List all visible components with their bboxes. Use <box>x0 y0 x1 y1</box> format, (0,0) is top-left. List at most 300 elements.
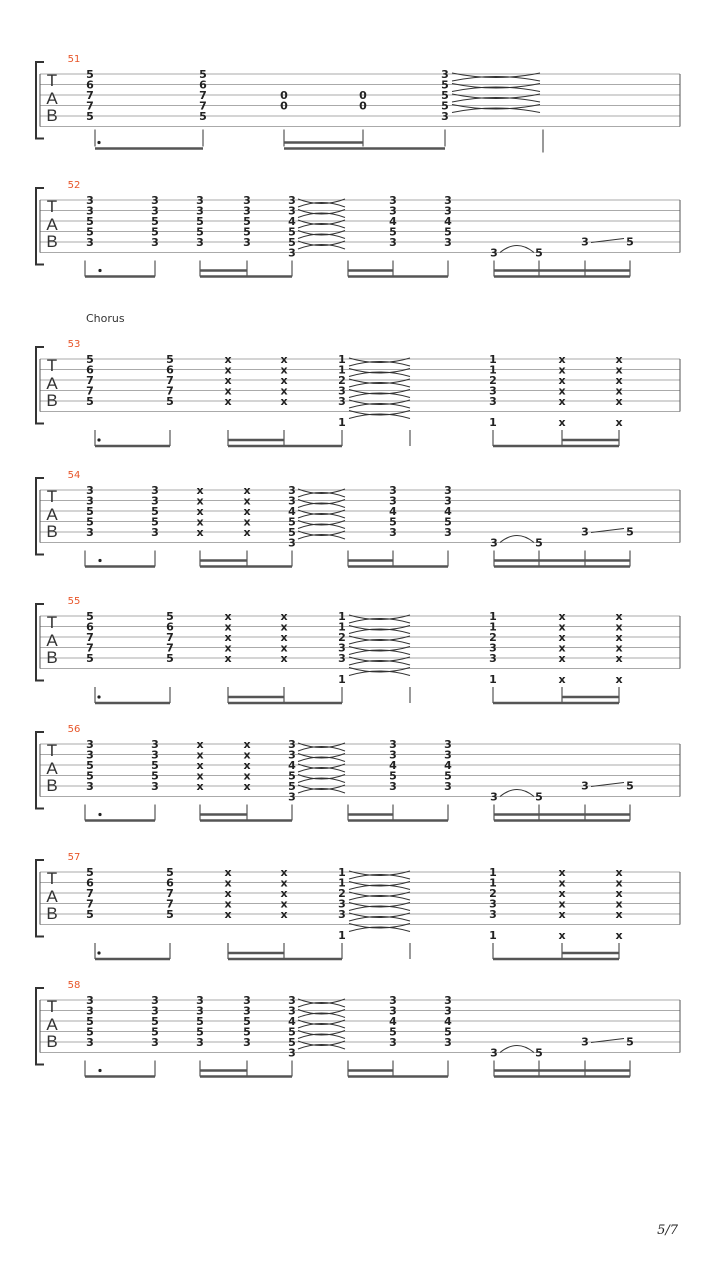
tab-letter-t: T <box>46 356 58 375</box>
fret-number: x <box>615 929 623 942</box>
fret-number: 5 <box>444 515 452 529</box>
fret-number: 1 <box>338 610 346 623</box>
fret-number: x <box>558 395 566 408</box>
tab-letter-t: T <box>46 613 58 632</box>
fret-number: 3 <box>489 384 497 398</box>
fret-number: x <box>558 887 566 900</box>
fret-number: 5 <box>243 215 251 228</box>
fret-number: 3 <box>288 204 296 218</box>
fret-number: 3 <box>243 236 251 249</box>
tab-letter-t: T <box>46 71 58 90</box>
fret-number: 5 <box>86 225 94 239</box>
fret-number: 3 <box>489 395 497 408</box>
fret-number: x <box>615 652 623 665</box>
fret-number: x <box>224 897 232 911</box>
fret-number: 5 <box>288 526 296 539</box>
fret-number: 5 <box>288 1036 296 1049</box>
fret-number: 3 <box>489 908 497 921</box>
fret-number: x <box>224 876 232 890</box>
tab-letter-a: A <box>46 759 58 778</box>
fret-number: 7 <box>166 887 174 900</box>
fret-number: 3 <box>389 484 397 497</box>
fret-number: 2 <box>338 374 346 387</box>
fret-number: 2 <box>338 631 346 644</box>
fret-number: 3 <box>444 780 452 793</box>
fret-number: 0 <box>359 89 367 102</box>
fret-number: 5 <box>151 505 159 518</box>
fret-number: 6 <box>199 78 207 92</box>
fret-number: 3 <box>288 536 296 550</box>
fret-number: 7 <box>166 631 174 644</box>
fret-number: 3 <box>86 494 94 508</box>
fret-number: x <box>224 353 232 366</box>
fret-number: 3 <box>243 194 251 207</box>
fret-number: 4 <box>288 215 296 228</box>
system-56 <box>36 724 680 821</box>
fret-number: 6 <box>166 876 174 890</box>
fret-number: 5 <box>151 225 159 239</box>
fret-number: 7 <box>86 887 94 900</box>
fret-number: 5 <box>166 610 174 623</box>
fret-number: 7 <box>86 89 94 102</box>
fret-number: 7 <box>86 641 94 655</box>
fret-number: x <box>280 652 288 665</box>
fret-number: x <box>280 353 288 366</box>
fret-number: 3 <box>288 994 296 1007</box>
fret-number: 3 <box>490 790 498 804</box>
fret-number: 3 <box>581 525 589 539</box>
fret-number: 5 <box>288 515 296 529</box>
system-57 <box>36 852 680 959</box>
fret-number: 3 <box>86 194 94 207</box>
slur-curve <box>500 790 534 797</box>
fret-number: 5 <box>288 236 296 249</box>
fret-number: 3 <box>196 1036 204 1049</box>
fret-number: 4 <box>444 215 452 228</box>
fret-number: x <box>243 526 251 539</box>
tab-letter-a: A <box>46 215 58 234</box>
fret-number: x <box>280 641 288 655</box>
fret-number: x <box>615 353 623 366</box>
fret-number: 3 <box>490 1046 498 1060</box>
fret-number: 3 <box>338 897 346 911</box>
fret-number: 3 <box>151 194 159 207</box>
fret-number: 2 <box>338 887 346 900</box>
fret-number: 3 <box>151 738 159 751</box>
fret-number: 3 <box>288 790 296 804</box>
fret-number: 3 <box>86 780 94 793</box>
fret-number: x <box>615 610 623 623</box>
fret-number: 3 <box>86 484 94 497</box>
fret-number: 3 <box>196 994 204 1007</box>
fret-number: 2 <box>489 631 497 644</box>
fret-number: x <box>224 620 232 634</box>
fret-number: 3 <box>581 779 589 793</box>
fret-number: 3 <box>389 994 397 1007</box>
fret-number: 1 <box>489 673 497 686</box>
fret-number: 5 <box>288 780 296 793</box>
fret-number: x <box>558 353 566 366</box>
fret-number: 5 <box>196 215 204 228</box>
fret-number: 3 <box>389 236 397 249</box>
fret-number: 5 <box>196 225 204 239</box>
fret-number: 4 <box>288 759 296 772</box>
tab-letter-t: T <box>46 997 58 1016</box>
fret-number: x <box>558 929 566 942</box>
fret-number: 3 <box>86 1004 94 1018</box>
fret-number: 3 <box>196 236 204 249</box>
fret-number: 3 <box>444 1036 452 1049</box>
fret-number: 3 <box>151 748 159 762</box>
fret-number: 3 <box>196 1004 204 1018</box>
fret-number: 6 <box>86 876 94 890</box>
fret-number: 5 <box>166 908 174 921</box>
fret-number: x <box>280 363 288 377</box>
fret-number: x <box>280 395 288 408</box>
fret-number: 7 <box>86 897 94 911</box>
fret-number: 1 <box>338 876 346 890</box>
fret-number: x <box>224 641 232 655</box>
fret-number: 7 <box>86 384 94 398</box>
fret-number: 6 <box>86 363 94 377</box>
fret-number: x <box>558 384 566 398</box>
fret-number: x <box>558 897 566 911</box>
fret-number: x <box>196 780 204 793</box>
fret-number: 5 <box>389 225 397 239</box>
fret-number: 5 <box>151 515 159 529</box>
fret-number: x <box>558 673 566 686</box>
fret-number: 3 <box>243 204 251 218</box>
fret-number: 3 <box>86 526 94 539</box>
fret-number: x <box>280 384 288 398</box>
fret-number: 6 <box>86 620 94 634</box>
fret-number: x <box>280 897 288 911</box>
fret-number: 5 <box>151 1025 159 1039</box>
fret-number: 5 <box>86 215 94 228</box>
slur-curve <box>500 1046 534 1053</box>
system-51 <box>36 54 680 153</box>
fret-number: 5 <box>626 1035 634 1049</box>
fret-number: x <box>615 363 623 377</box>
fret-number: x <box>615 631 623 644</box>
fret-number: x <box>615 395 623 408</box>
fret-number: 5 <box>441 99 449 113</box>
fret-number: 3 <box>338 652 346 665</box>
fret-number: 5 <box>166 866 174 879</box>
system-55 <box>36 596 680 703</box>
fret-number: 3 <box>389 494 397 508</box>
fret-number: 5 <box>288 1025 296 1039</box>
fret-number: x <box>280 631 288 644</box>
fret-number: 1 <box>489 416 497 429</box>
fret-number: 5 <box>86 866 94 879</box>
fret-number: 1 <box>489 363 497 377</box>
fret-number: x <box>243 780 251 793</box>
fret-number: 2 <box>489 887 497 900</box>
fret-number: 5 <box>199 110 207 123</box>
fret-number: x <box>615 673 623 686</box>
fret-number: 3 <box>151 994 159 1007</box>
fret-number: 3 <box>151 780 159 793</box>
fret-number: 3 <box>389 738 397 751</box>
fret-number: 3 <box>288 748 296 762</box>
fret-number: 5 <box>626 235 634 249</box>
fret-number: 3 <box>581 1035 589 1049</box>
fret-number: 5 <box>86 515 94 529</box>
fret-number: x <box>224 374 232 387</box>
fret-number: 5 <box>535 790 543 804</box>
fret-number: 5 <box>444 769 452 783</box>
fret-number: 3 <box>489 652 497 665</box>
fret-number: 7 <box>199 89 207 102</box>
tab-letter-a: A <box>46 374 58 393</box>
fret-number: x <box>243 494 251 508</box>
fret-number: x <box>224 866 232 879</box>
fret-number: 3 <box>441 68 449 81</box>
fret-number: x <box>196 738 204 751</box>
fret-number: 3 <box>444 204 452 218</box>
rhythm-dot <box>98 269 101 272</box>
fret-number: 1 <box>338 363 346 377</box>
fret-number: x <box>280 866 288 879</box>
fret-number: 5 <box>288 225 296 239</box>
fret-number: x <box>615 374 623 387</box>
measure-number: 53 <box>67 339 81 350</box>
fret-number: 5 <box>243 225 251 239</box>
fret-number: x <box>196 505 204 518</box>
fret-number: 5 <box>389 515 397 529</box>
fret-number: x <box>558 374 566 387</box>
fret-number: x <box>243 759 251 772</box>
fret-number: 3 <box>288 246 296 260</box>
fret-number: x <box>224 610 232 623</box>
fret-number: 3 <box>490 536 498 550</box>
fret-number: 2 <box>489 374 497 387</box>
fret-number: 3 <box>151 494 159 508</box>
fret-number: 5 <box>196 1025 204 1039</box>
tab-letter-b: B <box>46 391 58 410</box>
fret-number: 7 <box>199 99 207 113</box>
fret-number: x <box>558 620 566 634</box>
measure-number: 51 <box>67 54 81 65</box>
tab-letter-a: A <box>46 631 58 650</box>
fret-number: x <box>280 620 288 634</box>
fret-number: 7 <box>86 631 94 644</box>
fret-number: 5 <box>389 1025 397 1039</box>
fret-number: x <box>243 748 251 762</box>
fret-number: 5 <box>151 1015 159 1028</box>
fret-number: 3 <box>490 246 498 260</box>
fret-number: 3 <box>243 1004 251 1018</box>
rhythm-dot <box>97 951 100 954</box>
rhythm-dot <box>97 695 100 698</box>
fret-number: 7 <box>166 384 174 398</box>
fret-number: 5 <box>243 1015 251 1028</box>
fret-number: x <box>280 610 288 623</box>
fret-number: 4 <box>444 505 452 518</box>
fret-number: x <box>196 526 204 539</box>
tab-letter-a: A <box>46 89 58 108</box>
fret-number: 5 <box>86 652 94 665</box>
measure-number: 54 <box>67 470 81 481</box>
fret-number: 3 <box>444 494 452 508</box>
fret-number: 3 <box>243 994 251 1007</box>
fret-number: 3 <box>338 908 346 921</box>
fret-number: x <box>558 610 566 623</box>
measure-number: 57 <box>67 852 81 863</box>
fret-number: x <box>196 484 204 497</box>
fret-number: 5 <box>196 1015 204 1028</box>
fret-number: 3 <box>288 494 296 508</box>
fret-number: 5 <box>86 505 94 518</box>
fret-number: 7 <box>86 374 94 387</box>
fret-number: x <box>558 363 566 377</box>
fret-number: x <box>280 374 288 387</box>
fret-number: 1 <box>338 620 346 634</box>
fret-number: 4 <box>389 505 397 518</box>
fret-number: x <box>243 738 251 751</box>
fret-number: 4 <box>389 1015 397 1028</box>
tab-letter-b: B <box>46 904 58 923</box>
system-58 <box>36 980 680 1077</box>
fret-number: 4 <box>389 759 397 772</box>
fret-number: 5 <box>389 769 397 783</box>
fret-number: 3 <box>389 780 397 793</box>
tab-letter-a: A <box>46 887 58 906</box>
fret-number: 5 <box>166 353 174 366</box>
fret-number: x <box>196 515 204 529</box>
tab-letter-t: T <box>46 197 58 216</box>
fret-number: 5 <box>199 68 207 81</box>
fret-number: x <box>558 866 566 879</box>
fret-number: 3 <box>389 526 397 539</box>
fret-number: 0 <box>280 89 288 102</box>
fret-number: x <box>280 908 288 921</box>
fret-number: 3 <box>86 738 94 751</box>
fret-number: 5 <box>151 769 159 783</box>
fret-number: 5 <box>86 1015 94 1028</box>
fret-number: x <box>615 416 623 429</box>
fret-number: 3 <box>151 1036 159 1049</box>
fret-number: x <box>615 620 623 634</box>
fret-number: x <box>615 384 623 398</box>
fret-number: 3 <box>288 738 296 751</box>
fret-number: 3 <box>444 526 452 539</box>
fret-number: 3 <box>389 1004 397 1018</box>
fret-number: 5 <box>441 78 449 92</box>
fret-number: 5 <box>535 536 543 550</box>
tab-letter-b: B <box>46 232 58 251</box>
fret-number: 3 <box>151 526 159 539</box>
measure-number: 58 <box>67 980 81 991</box>
fret-number: x <box>280 876 288 890</box>
fret-number: x <box>243 505 251 518</box>
fret-number: 3 <box>288 484 296 497</box>
fret-number: 0 <box>280 99 288 113</box>
fret-number: x <box>243 769 251 783</box>
fret-number: x <box>196 769 204 783</box>
section-label: Chorus <box>86 312 125 325</box>
rhythm-dot <box>97 438 100 441</box>
fret-number: 1 <box>338 673 346 686</box>
fret-number: 3 <box>581 235 589 249</box>
measure-number: 52 <box>67 180 81 191</box>
fret-number: 1 <box>489 929 497 942</box>
fret-number: 7 <box>166 897 174 911</box>
fret-number: 5 <box>86 110 94 123</box>
tab-letter-b: B <box>46 1032 58 1051</box>
fret-number: 7 <box>86 99 94 113</box>
fret-number: 5 <box>86 353 94 366</box>
page-number: 5/7 <box>657 1223 678 1238</box>
fret-number: 4 <box>444 1015 452 1028</box>
fret-number: 3 <box>151 484 159 497</box>
fret-number: x <box>224 631 232 644</box>
fret-number: 5 <box>86 908 94 921</box>
fret-number: 1 <box>338 866 346 879</box>
fret-number: 4 <box>389 215 397 228</box>
fret-number: x <box>280 887 288 900</box>
fret-number: 5 <box>151 759 159 772</box>
fret-number: 5 <box>86 610 94 623</box>
fret-number: 4 <box>444 759 452 772</box>
fret-number: 1 <box>338 416 346 429</box>
tab-letter-a: A <box>46 1015 58 1034</box>
fret-number: 3 <box>389 1036 397 1049</box>
fret-number: 3 <box>389 204 397 218</box>
fret-number: 3 <box>288 1046 296 1060</box>
rhythm-dot <box>98 559 101 562</box>
fret-number: x <box>615 897 623 911</box>
fret-number: 5 <box>441 89 449 102</box>
fret-number: x <box>224 908 232 921</box>
fret-number: x <box>615 641 623 655</box>
rhythm-dot <box>98 813 101 816</box>
fret-number: 3 <box>196 194 204 207</box>
fret-number: 7 <box>166 374 174 387</box>
fret-number: 5 <box>86 395 94 408</box>
fret-number: x <box>196 759 204 772</box>
fret-number: x <box>243 484 251 497</box>
fret-number: 3 <box>288 194 296 207</box>
fret-number: x <box>196 748 204 762</box>
fret-number: 3 <box>288 1004 296 1018</box>
fret-number: 5 <box>86 68 94 81</box>
slur-curve <box>500 536 534 543</box>
fret-number: 4 <box>288 1015 296 1028</box>
fret-number: 5 <box>86 1025 94 1039</box>
tab-letter-b: B <box>46 522 58 541</box>
fret-number: x <box>224 652 232 665</box>
fret-number: 3 <box>86 1036 94 1049</box>
fret-number: x <box>558 416 566 429</box>
fret-number: 6 <box>86 78 94 92</box>
fret-number: 3 <box>196 204 204 218</box>
fret-number: 5 <box>288 769 296 783</box>
measure-number: 55 <box>67 596 81 607</box>
fret-number: 5 <box>535 246 543 260</box>
system-53 <box>36 312 680 446</box>
tab-letter-t: T <box>46 487 58 506</box>
fret-number: 3 <box>86 994 94 1007</box>
fret-number: x <box>196 494 204 508</box>
fret-number: x <box>224 395 232 408</box>
fret-number: 5 <box>444 225 452 239</box>
fret-number: 1 <box>489 620 497 634</box>
fret-number: 5 <box>166 652 174 665</box>
fret-number: x <box>615 866 623 879</box>
fret-number: 3 <box>338 641 346 655</box>
